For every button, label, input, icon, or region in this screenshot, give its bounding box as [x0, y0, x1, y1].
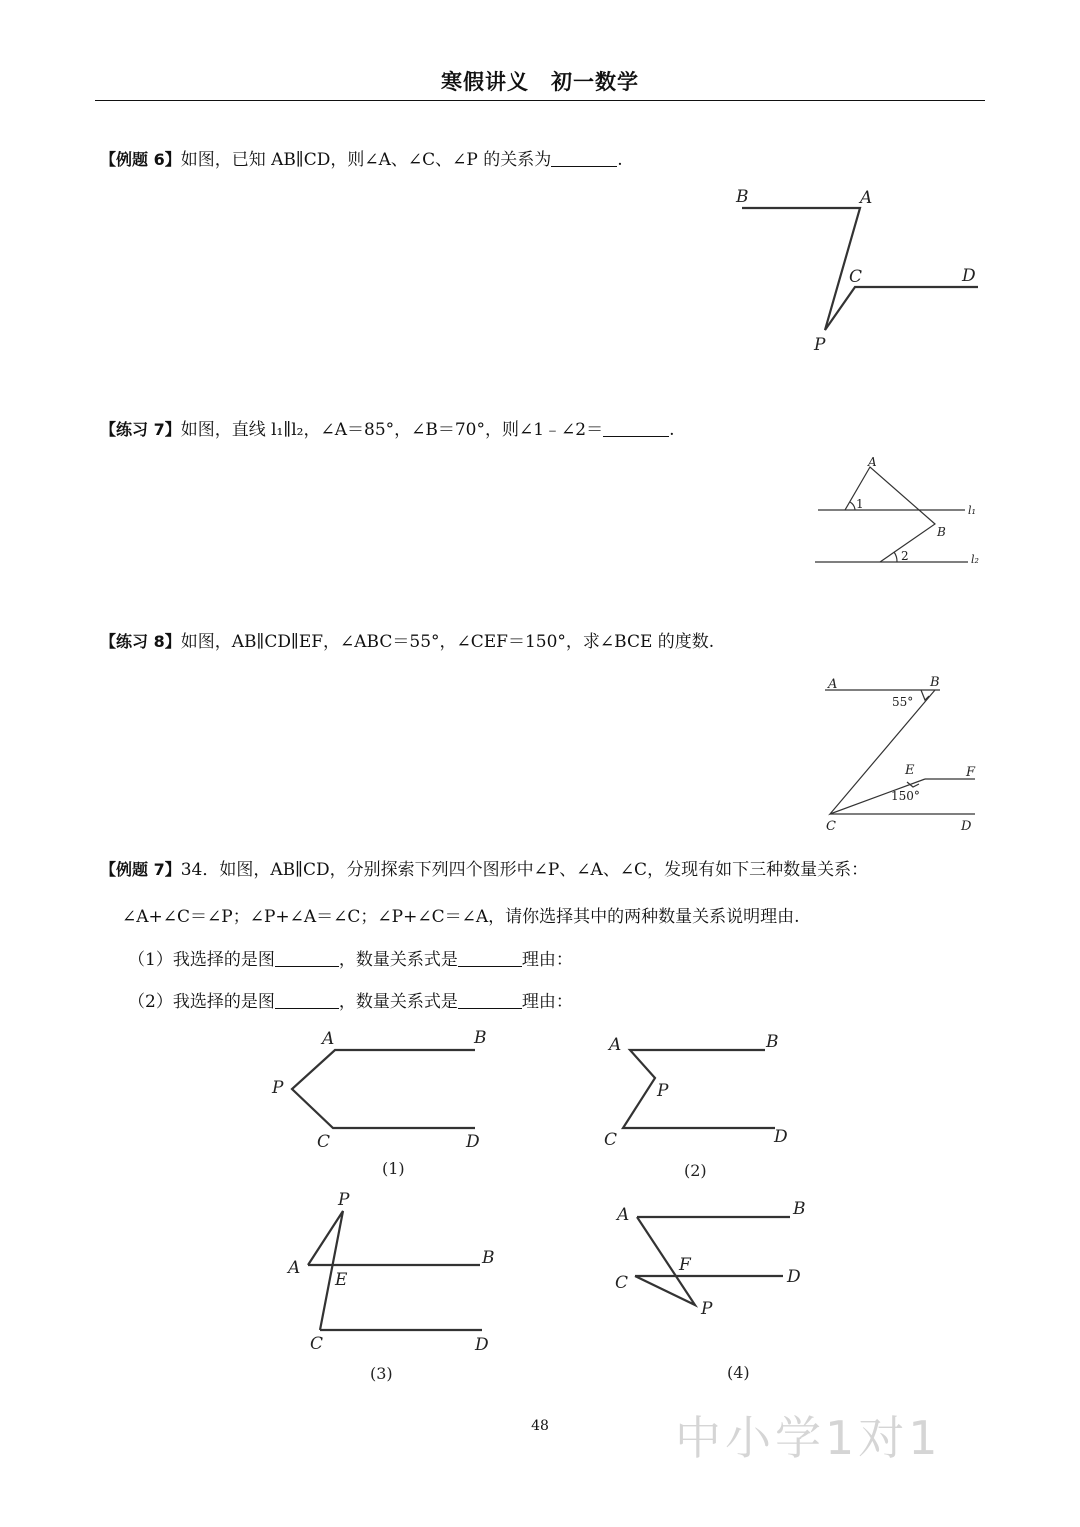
- q2-reason: 理由：: [521, 992, 573, 1012]
- example6-label-b: B: [736, 187, 749, 207]
- practice7-angle-1: 1: [856, 497, 864, 511]
- example7-tag: 【例题 7】: [100, 860, 181, 879]
- angle-1-arc: [850, 502, 855, 510]
- practice8-text: 如图，AB∥CD∥EF，∠ABC＝55°，∠CEF＝150°，求∠BCE 的度数.: [180, 632, 715, 652]
- q1-reason: 理由：: [521, 950, 573, 970]
- practice8-label-c: C: [826, 819, 836, 834]
- q1-middle: ，数量关系式是: [338, 950, 458, 970]
- fig1-label-a: A: [322, 1029, 335, 1049]
- example6-text: 如图，已知 AB∥CD，则∠A、∠C、∠P 的关系为: [180, 150, 552, 170]
- practice7-question: [100, 418, 675, 442]
- practice8-question: [100, 630, 714, 654]
- example6-end: .: [617, 150, 623, 170]
- fig1-label-d: D: [466, 1132, 480, 1152]
- q1-prefix: （1）我选择的是图: [128, 950, 275, 970]
- fig4-label-a: A: [617, 1205, 630, 1225]
- example7-text: 34．如图，AB∥CD，分别探索下列四个图形中∠P、∠A、∠C，发现有如下三种数量关系：: [180, 860, 869, 880]
- figure-1-lines: [292, 1050, 475, 1128]
- fig4-caption: (4): [727, 1363, 750, 1382]
- example6-question: [100, 148, 623, 172]
- example7-figure-1: [260, 1020, 500, 1190]
- fig4-label-f: F: [679, 1255, 691, 1275]
- fig4-label-d: D: [787, 1267, 801, 1287]
- example6-answer-blank[interactable]: [551, 150, 617, 167]
- example7-q1: [128, 948, 573, 972]
- fig2-label-c: C: [604, 1130, 618, 1150]
- fig2-caption: (2): [684, 1161, 707, 1180]
- practice8-label-a: A: [828, 677, 838, 692]
- practice8-label-d: D: [961, 819, 972, 834]
- header-rule: [95, 100, 985, 101]
- fig4-label-c: C: [615, 1273, 629, 1293]
- q1-relation-blank[interactable]: [458, 950, 522, 967]
- angle-2-arc: [894, 552, 897, 562]
- practice7-tag: 【练习 7】: [100, 420, 181, 439]
- example7-question: [100, 858, 868, 882]
- fig1-label-p: P: [272, 1078, 284, 1098]
- watermark: 中小学1对1: [675, 1411, 942, 1465]
- fig2-label-d: D: [774, 1127, 788, 1147]
- practice8-label-b: B: [930, 675, 940, 690]
- example6-figure: [720, 180, 1000, 360]
- q1-figure-blank[interactable]: [275, 950, 339, 967]
- example6-tag: 【例题 6】: [100, 150, 181, 169]
- practice7-label-b: B: [937, 525, 946, 539]
- practice8-tag: 【练习 8】: [100, 632, 181, 651]
- example6-label-c: C: [849, 267, 863, 287]
- fig3-caption: (3): [370, 1364, 393, 1383]
- practice7-text: 如图，直线 l₁∥l₂，∠A＝85°，∠B＝70°，则∠1﹣∠2＝: [180, 420, 604, 440]
- fig3-label-e: E: [335, 1270, 348, 1290]
- fig3-label-c: C: [310, 1334, 324, 1354]
- practice7-label-l1: l₁: [968, 504, 976, 517]
- fig2-label-p: P: [657, 1081, 669, 1101]
- header-title: 寒假讲义 初一数学: [441, 70, 639, 94]
- example7-figure-2: [600, 1020, 820, 1190]
- example6-label-p: P: [814, 335, 826, 355]
- example6-label-a: A: [860, 188, 873, 208]
- practice8-angle-150: 150°: [891, 789, 920, 803]
- practice8-figure: [815, 672, 985, 837]
- practice8-label-f: F: [966, 765, 976, 780]
- fig4-label-p: P: [701, 1299, 713, 1319]
- practice7-label-a: A: [868, 455, 877, 469]
- fig4-label-b: B: [793, 1199, 806, 1219]
- figure-2-lines: [623, 1050, 775, 1128]
- fig3-label-p: P: [338, 1190, 350, 1210]
- fig3-label-b: B: [482, 1248, 495, 1268]
- practice7-angle-2: 2: [901, 549, 909, 563]
- fig1-label-c: C: [317, 1132, 331, 1152]
- page-number: 48: [531, 1418, 549, 1434]
- practice7-figure: [810, 452, 990, 572]
- example7-figure-3: [280, 1185, 510, 1390]
- practice7-label-l2: l₂: [971, 553, 979, 566]
- practice7-end: .: [669, 420, 675, 440]
- q2-middle: ，数量关系式是: [338, 992, 458, 1012]
- fig2-label-b: B: [766, 1032, 779, 1052]
- practice7-answer-blank[interactable]: [603, 420, 669, 437]
- example6-label-d: D: [962, 266, 976, 286]
- fig3-label-d: D: [475, 1335, 489, 1355]
- practice8-angle-55: 55°: [892, 695, 914, 709]
- fig1-label-b: B: [474, 1028, 487, 1048]
- fig1-caption: (1): [382, 1159, 405, 1178]
- practice8-label-e: E: [905, 763, 915, 778]
- q2-figure-blank[interactable]: [275, 992, 339, 1009]
- fig3-label-a: A: [288, 1258, 301, 1278]
- practice7-polyline: [845, 467, 935, 562]
- example7-q2: [128, 990, 573, 1014]
- example7-relations: ∠A+∠C＝∠P；∠P+∠A＝∠C；∠P+∠C＝∠A，请你选择其中的两种数量关系说明理由.: [122, 907, 800, 927]
- q2-prefix: （2）我选择的是图: [128, 992, 275, 1012]
- example7-figure-4: [605, 1190, 835, 1390]
- fig2-label-a: A: [609, 1035, 622, 1055]
- q2-relation-blank[interactable]: [458, 992, 522, 1009]
